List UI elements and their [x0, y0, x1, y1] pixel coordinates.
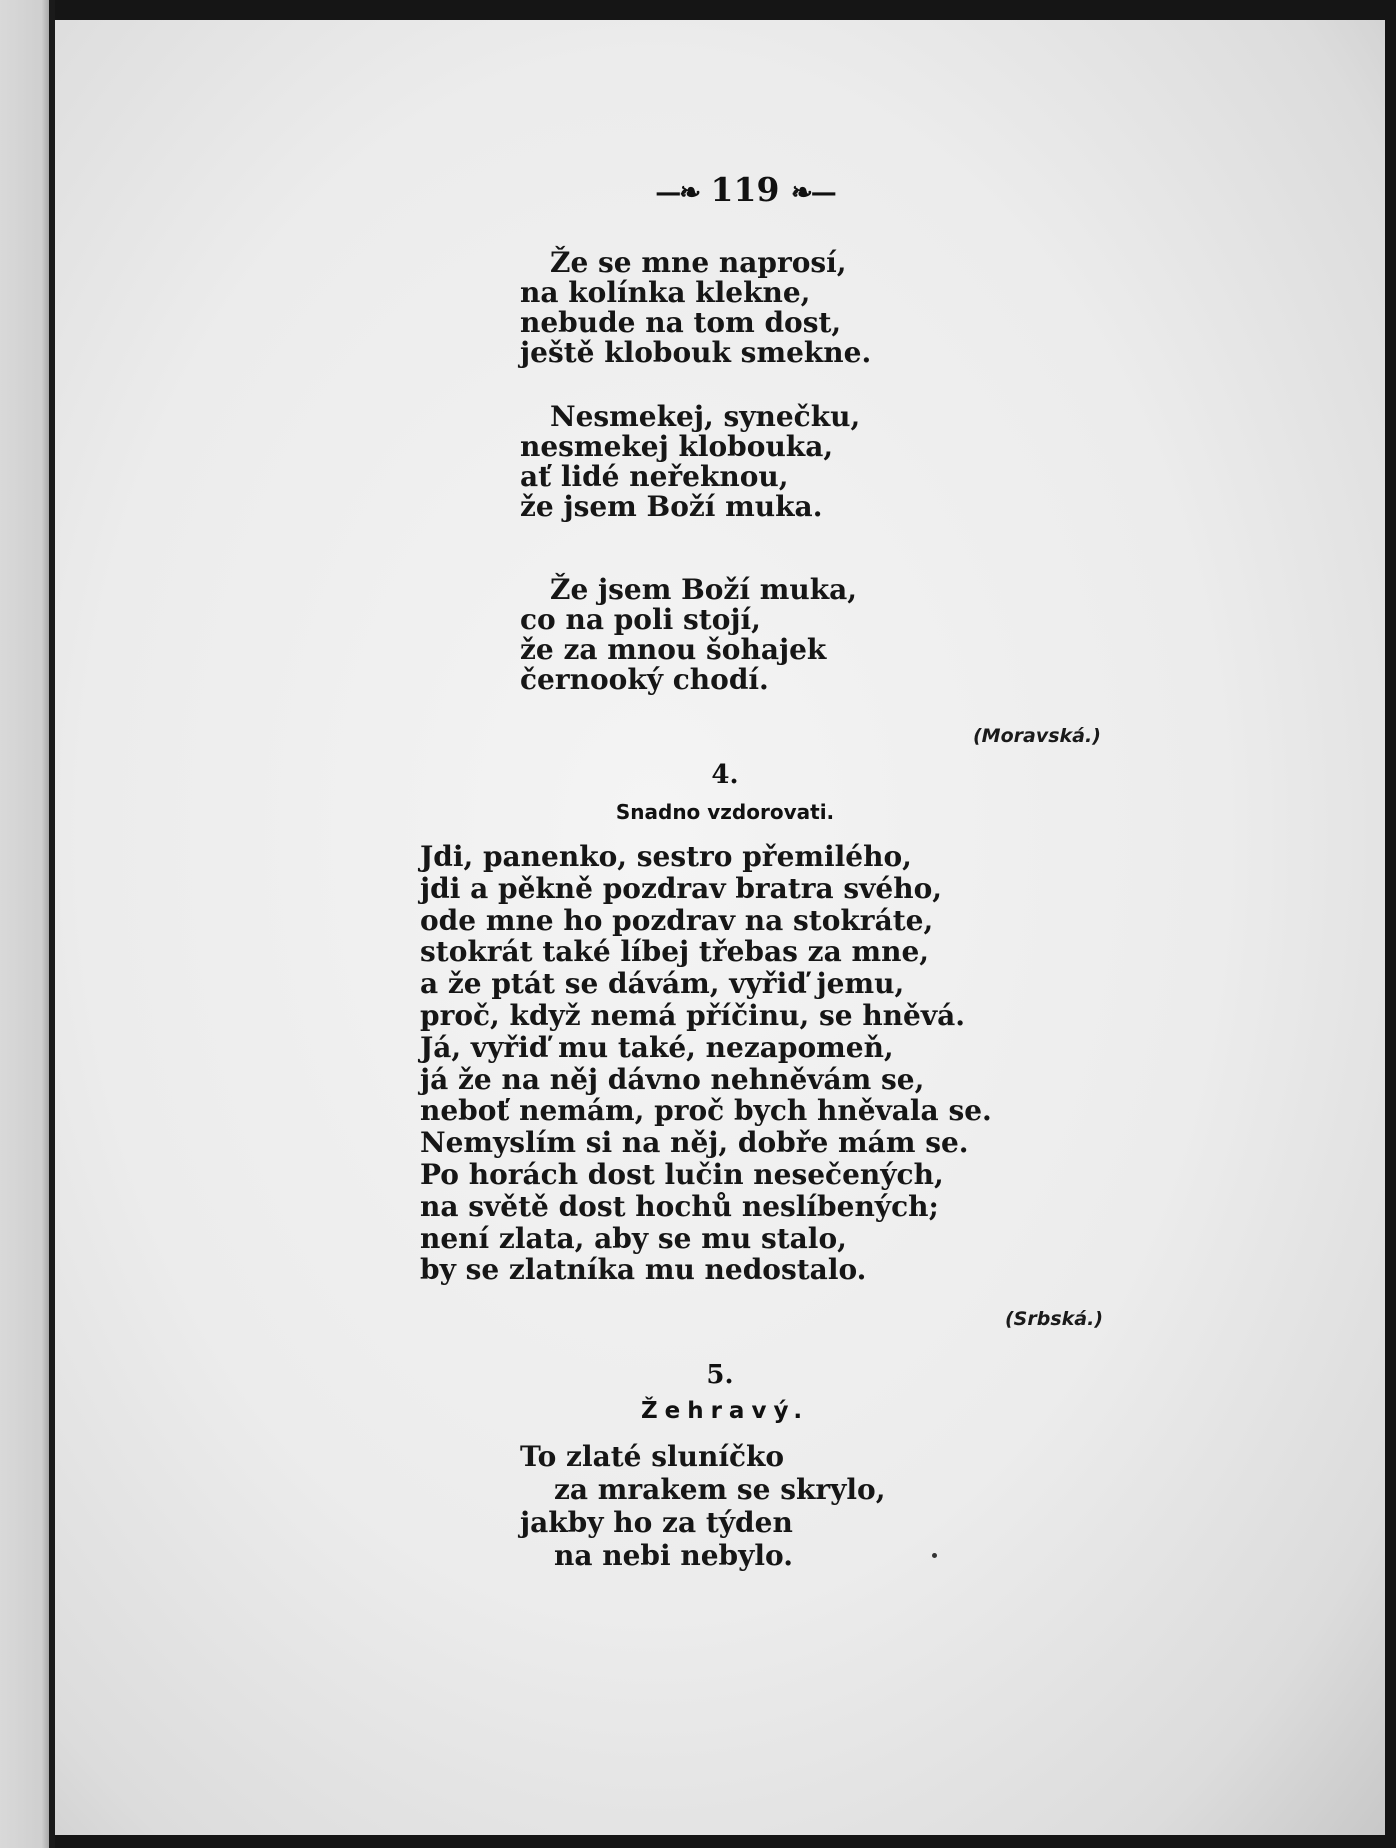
verse-line: a že ptát se dávám, vyřiď jemu,: [420, 967, 905, 1001]
poem-5-number: 5.: [706, 1360, 734, 1390]
verse-line: To zlaté sluníčko: [520, 1440, 785, 1473]
verse-line: na nebi nebylo.: [554, 1539, 793, 1572]
page-header: [615, 170, 875, 209]
verse-line: není zlata, aby se mu stalo,: [420, 1221, 847, 1255]
verse-line: Po horách dost lučin nesečených,: [420, 1157, 944, 1191]
verse-line: Jdi, panenko, sestro přemilého,: [420, 840, 912, 873]
verse-line: na světě dost hochů neslíbených;: [420, 1189, 939, 1223]
ornament-right: ❧—: [790, 178, 835, 208]
page-number: 119: [710, 170, 780, 209]
book-page: [55, 20, 1385, 1835]
source-note-1: (Moravská.): [973, 725, 1101, 747]
facing-page-edge: [0, 0, 52, 1848]
verse-line: černooký chodí.: [520, 663, 769, 696]
verse-line: na kolínka klekne,: [520, 276, 811, 309]
ornament-left: —❧: [655, 178, 700, 208]
verse-line: neboť nemám, proč bych hněvala se.: [420, 1094, 992, 1128]
verse-line: jakby ho za týden: [520, 1506, 793, 1539]
verse-line: co na poli stojí,: [520, 603, 761, 636]
verse-line: Nesmekej, synečku,: [550, 400, 861, 433]
verse-line: stokrát také líbej třebas za mne,: [420, 935, 930, 969]
verse-line: proč, když nemá příčinu, se hněvá.: [420, 998, 966, 1032]
verse-line: ještě klobouk smekne.: [520, 336, 872, 369]
verse-line: Já, vyřiď mu také, nezapomeň,: [420, 1030, 894, 1064]
verse-line: nebude na tom dost,: [520, 306, 842, 339]
poem-5-text: [520, 1440, 885, 1572]
verse-line: že za mnou šohajek: [520, 633, 827, 666]
stanza-3: [520, 575, 857, 695]
poem-4-text: [420, 841, 992, 1286]
ink-speck: [932, 1553, 937, 1558]
verse-line: ať lidé neřeknou,: [520, 460, 789, 493]
verse-line: Nemyslím si na něj, dobře mám se.: [420, 1126, 969, 1160]
verse-line: by se zlatníka mu nedostalo.: [420, 1253, 867, 1287]
verse-line: Že jsem Boží muka,: [550, 573, 857, 606]
verse-line: za mrakem se skrylo,: [554, 1473, 886, 1506]
verse-line: nesmekej klobouka,: [520, 430, 834, 463]
source-note-2: (Srbská.): [1005, 1308, 1104, 1330]
poem-5-title: Žehravý.: [640, 1398, 810, 1424]
verse-line: ode mne ho pozdrav na stokráte,: [420, 903, 934, 937]
stanza-1: [520, 248, 871, 368]
verse-line: Že se mne naprosí,: [550, 246, 847, 279]
verse-line: jdi a pěkně pozdrav bratra svého,: [420, 871, 943, 905]
verse-line: že jsem Boží muka.: [520, 490, 823, 523]
poem-4-title: Snadno vzdorovati.: [615, 800, 835, 824]
poem-4-number: 4.: [711, 760, 739, 790]
verse-line: já že na něj dávno nehněvám se,: [420, 1062, 925, 1096]
stanza-2: [520, 402, 860, 522]
